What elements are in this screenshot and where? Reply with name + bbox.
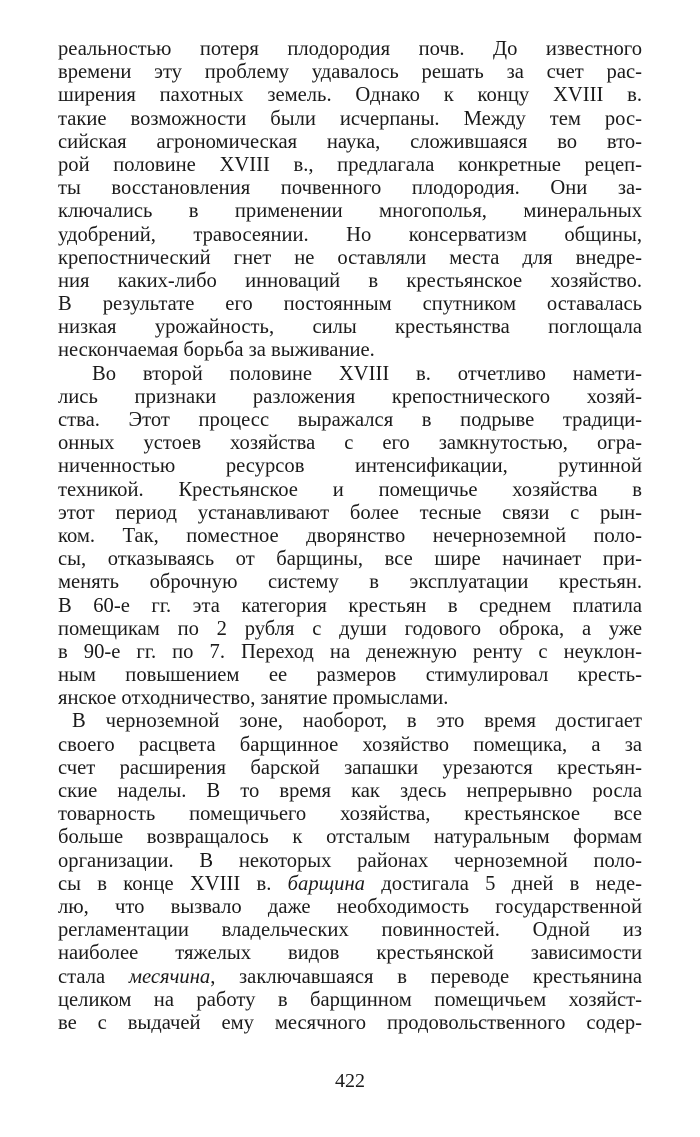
text-line: наиболее тяжелых видов крестьянской зависимости	[58, 942, 642, 965]
text-line: товарность помещичьего хозяйства, крестьянское все	[58, 803, 642, 826]
text-line: лись признаки разложения крепостнического хозяй-	[58, 385, 642, 408]
text-line: регламентации владельческих повинностей. Одной из	[58, 919, 642, 942]
text-line: крепостнический гнет не оставляли места для внедре-	[58, 246, 642, 269]
text-line: менять оброчную систему в эксплуатации крестьян.	[58, 571, 642, 594]
paragraph-start-line: В черноземной зоне, наоборот, в это время достигает	[72, 710, 642, 733]
text-line: удобрений, травосеянии. Но консерватизм общины,	[58, 223, 642, 246]
text-line: времени эту проблему удавалось решать за счет рас-	[58, 61, 642, 84]
text-line: этот период устанавливают более тесные связи с рын-	[58, 501, 642, 524]
text-line: ства. Этот процесс выражался в подрыве традици-	[58, 409, 642, 431]
text-line: помещикам по 2 рубля с души годового оброка, а уже	[58, 617, 642, 640]
text-line: больше возвращалось к отсталым натуральным формам	[58, 826, 642, 849]
emphasized-term: месячина	[128, 965, 211, 988]
text-line: рой половине XVIII в., предлагала конкретные рецеп-	[58, 153, 642, 176]
text-line: сы, отказываясь от барщины, все шире начинает при-	[58, 548, 642, 571]
text-line: янское отходничество, занятие промыслами.	[58, 687, 449, 710]
text-line: сы в конце XVIII в. барщина достигала 5 дней в неде-	[58, 872, 642, 895]
text-line: целиком на работу в барщинном помещичьем хозяйст-	[58, 988, 642, 1011]
text-line: техникой. Крестьянское и помещичье хозяйства в	[58, 478, 642, 501]
text-line: ве с выдачей ему месячного продовольственного содер-	[58, 1011, 642, 1034]
text-line: организации. В некоторых районах черноземной поло-	[58, 849, 642, 872]
text-line: ключались в применении многополья, минеральных	[58, 200, 642, 223]
page-number: 422	[335, 1070, 365, 1092]
page-body	[58, 38, 642, 1035]
text-line: нескончаемая борьба за выживание.	[58, 339, 375, 362]
paragraph-start-line: Во второй половине XVIII в. отчетливо намети-	[92, 362, 642, 385]
text-line: ские наделы. В то время как здесь непрерывно росла	[58, 780, 642, 802]
text-line: лю, что вызвало даже необходимость государственной	[58, 895, 642, 918]
text-line: ты восстановления почвенного плодородия. Они за-	[58, 177, 642, 200]
text-line: В результате его постоянным спутником оставалась	[58, 293, 642, 316]
text-line: онных устоев хозяйства с его замкнутостью, огра-	[58, 432, 642, 455]
emphasized-term: барщина	[287, 872, 365, 895]
text-line: низкая урожайность, силы крестьянства поглощала	[58, 316, 642, 339]
text-line: ния каких-либо инноваций в крестьянское хозяйство.	[58, 269, 642, 292]
text-line: ниченностью ресурсов интенсификации, рутинной	[58, 455, 642, 478]
text-line: ком. Так, поместное дворянство нечерноземной поло-	[58, 524, 642, 547]
text-line: своего расцвета барщинное хозяйство помещика, а за	[58, 733, 642, 756]
text-line: В 60-е гг. эта категория крестьян в среднем платила	[58, 594, 642, 617]
text-line: такие возможности были исчерпаны. Между тем рос-	[58, 107, 642, 130]
text-line: счет расширения барской запашки урезаются крестьян-	[58, 756, 642, 779]
text-line: ным повышением ее размеров стимулировал кресть-	[58, 664, 642, 687]
text-line: реальностью потеря плодородия почв. До известного	[58, 38, 642, 60]
text-line: в 90-е гг. по 7. Переход на денежную ренту с неуклон-	[58, 640, 642, 663]
text-line: стала месячина, заключавшаяся в переводе крестьянина	[58, 965, 642, 988]
text-line: сийская агрономическая наука, сложившаяся во вто-	[58, 130, 642, 153]
text-line: ширения пахотных земель. Однако к концу XVIII в.	[58, 84, 642, 107]
